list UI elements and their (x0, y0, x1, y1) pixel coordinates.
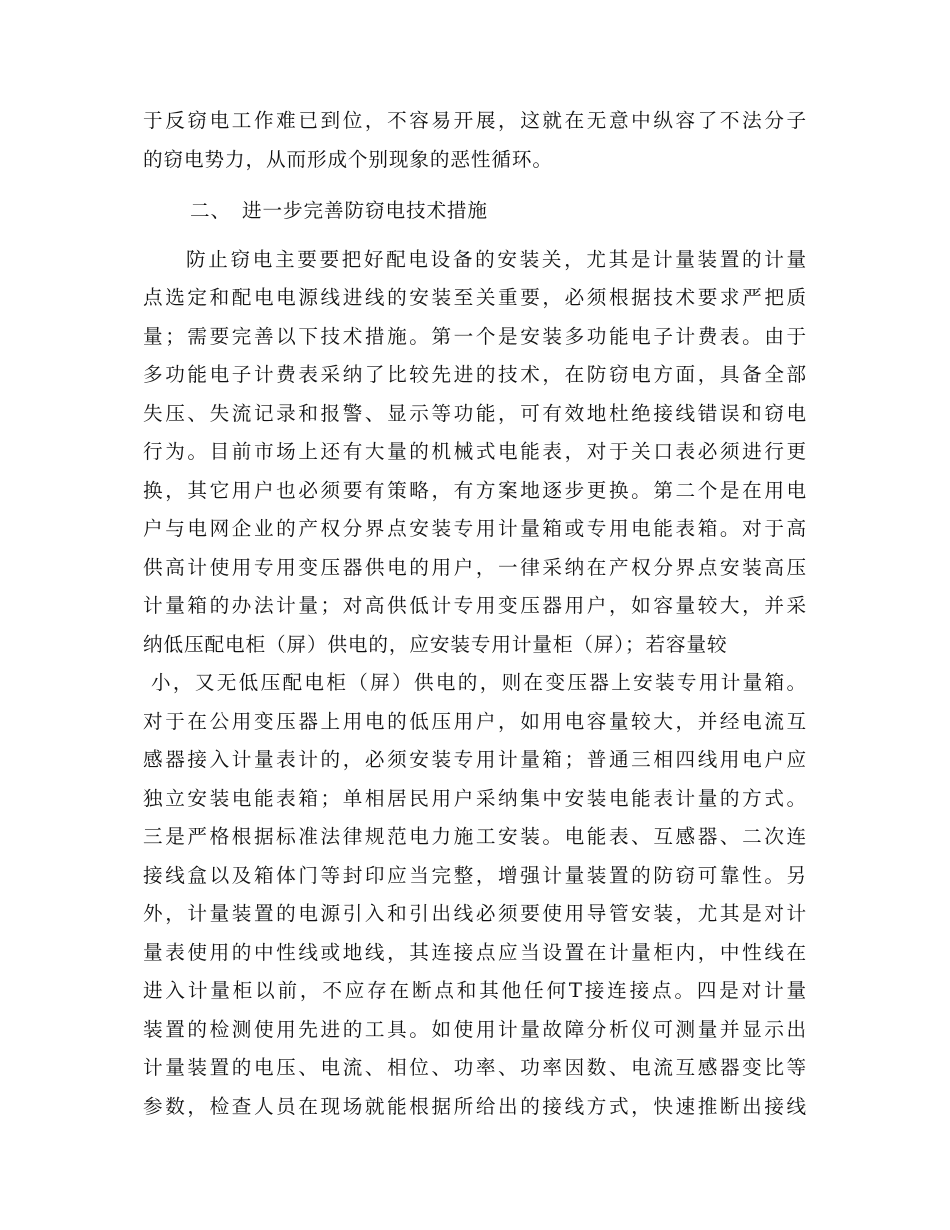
body-line-22: 计量装置的电压、电流、相位、功率、功率因数、电流互感器变比等 (143, 1056, 807, 1079)
body-line-17: 接线盒以及箱体门等封印应当完整，增强计量装置的防窃可靠性。另 (143, 863, 807, 887)
section-heading (143, 192, 807, 231)
body-line-14: 感器接入计量表计的，必须安装专用计量箱；普通三相四线用电户应 (143, 748, 807, 771)
body-line-8: 户与电网企业的产权分界点安装专用计量箱或专用电能表箱。对于高 (143, 517, 807, 540)
body-line-7: 换，其它用户也必须要有策略，有方案地逐步更换。第二个是在用电 (143, 478, 807, 502)
body-line-15: 独立安装电能表箱；单相居民用户采纳集中安装电能表计量的方式。 (143, 786, 807, 810)
body-line-16: 三是严格根据标准法律规范电力施工安装。电能表、互感器、二次连 (143, 825, 807, 848)
body-line-10: 计量箱的办法计量；对高供低计专用变压器用户，如容量较大，并采 (143, 594, 807, 617)
section-title: 进一步完善防窃电技术措施 (242, 199, 488, 222)
body-line-13: 对于在公用变压器上用电的低压用户，如用电容量较大，并经电流互 (143, 709, 807, 733)
body-line-6: 行为。目前市场上还有大量的机械式电能表，对于关口表必须进行更 (143, 440, 807, 463)
section-number: 二、 (190, 199, 231, 222)
body-line-1: 防止窃电主要要把好配电设备的安装关，尤其是计量装置的计量 (186, 247, 807, 271)
body-line-21: 装置的检测使用先进的工具。如使用计量故障分析仪可测量并显示出 (143, 1017, 807, 1041)
body-line-11: 纳低压配电柜（屏）供电的，应安装专用计量柜（屏）；若容量较 (143, 632, 728, 656)
document-body (143, 102, 807, 1126)
body-line-19: 量表使用的中性线或地线，其连接点应当设置在计量柜内，中性线在 (143, 940, 807, 964)
body-line-20: 进入计量柜以前，不应存在断点和其他任何T接连接点。四是对计量 (143, 979, 807, 1002)
body-line-12: 小，又无低压配电柜（屏）供电的，则在变压器上安装专用计量箱。 (151, 671, 807, 694)
body-line-2: 点选定和配电电源线进线的安装至关重要，必须根据技术要求严把质 (143, 286, 807, 309)
body-line-4: 多功能电子计费表采纳了比较先进的技术，在防窃电方面，具备全部 (143, 363, 807, 386)
body-line-5: 失压、失流记录和报警、显示等功能，可有效地杜绝接线错误和窃电 (143, 401, 807, 425)
body-line-9: 供高计使用专用变压器供电的用户，一律采纳在产权分界点安装高压 (143, 555, 807, 579)
body-line-3: 量；需要完善以下技术措施。第一个是安装多功能电子计费表。由于 (143, 324, 807, 348)
body-line-18: 外，计量装置的电源引入和引出线必须要使用导管安装，尤其是对计 (143, 902, 807, 925)
intro-line-1: 于反窃电工作难已到位，不容易开展，这就在无意中纵容了不法分子 (143, 109, 807, 132)
intro-line-2: 的窃电势力，从而形成个别现象的恶性循环。 (143, 147, 553, 171)
body-line-23: 参数，检查人员在现场就能根据所给出的接线方式，快速推断出接线 (143, 1094, 807, 1118)
